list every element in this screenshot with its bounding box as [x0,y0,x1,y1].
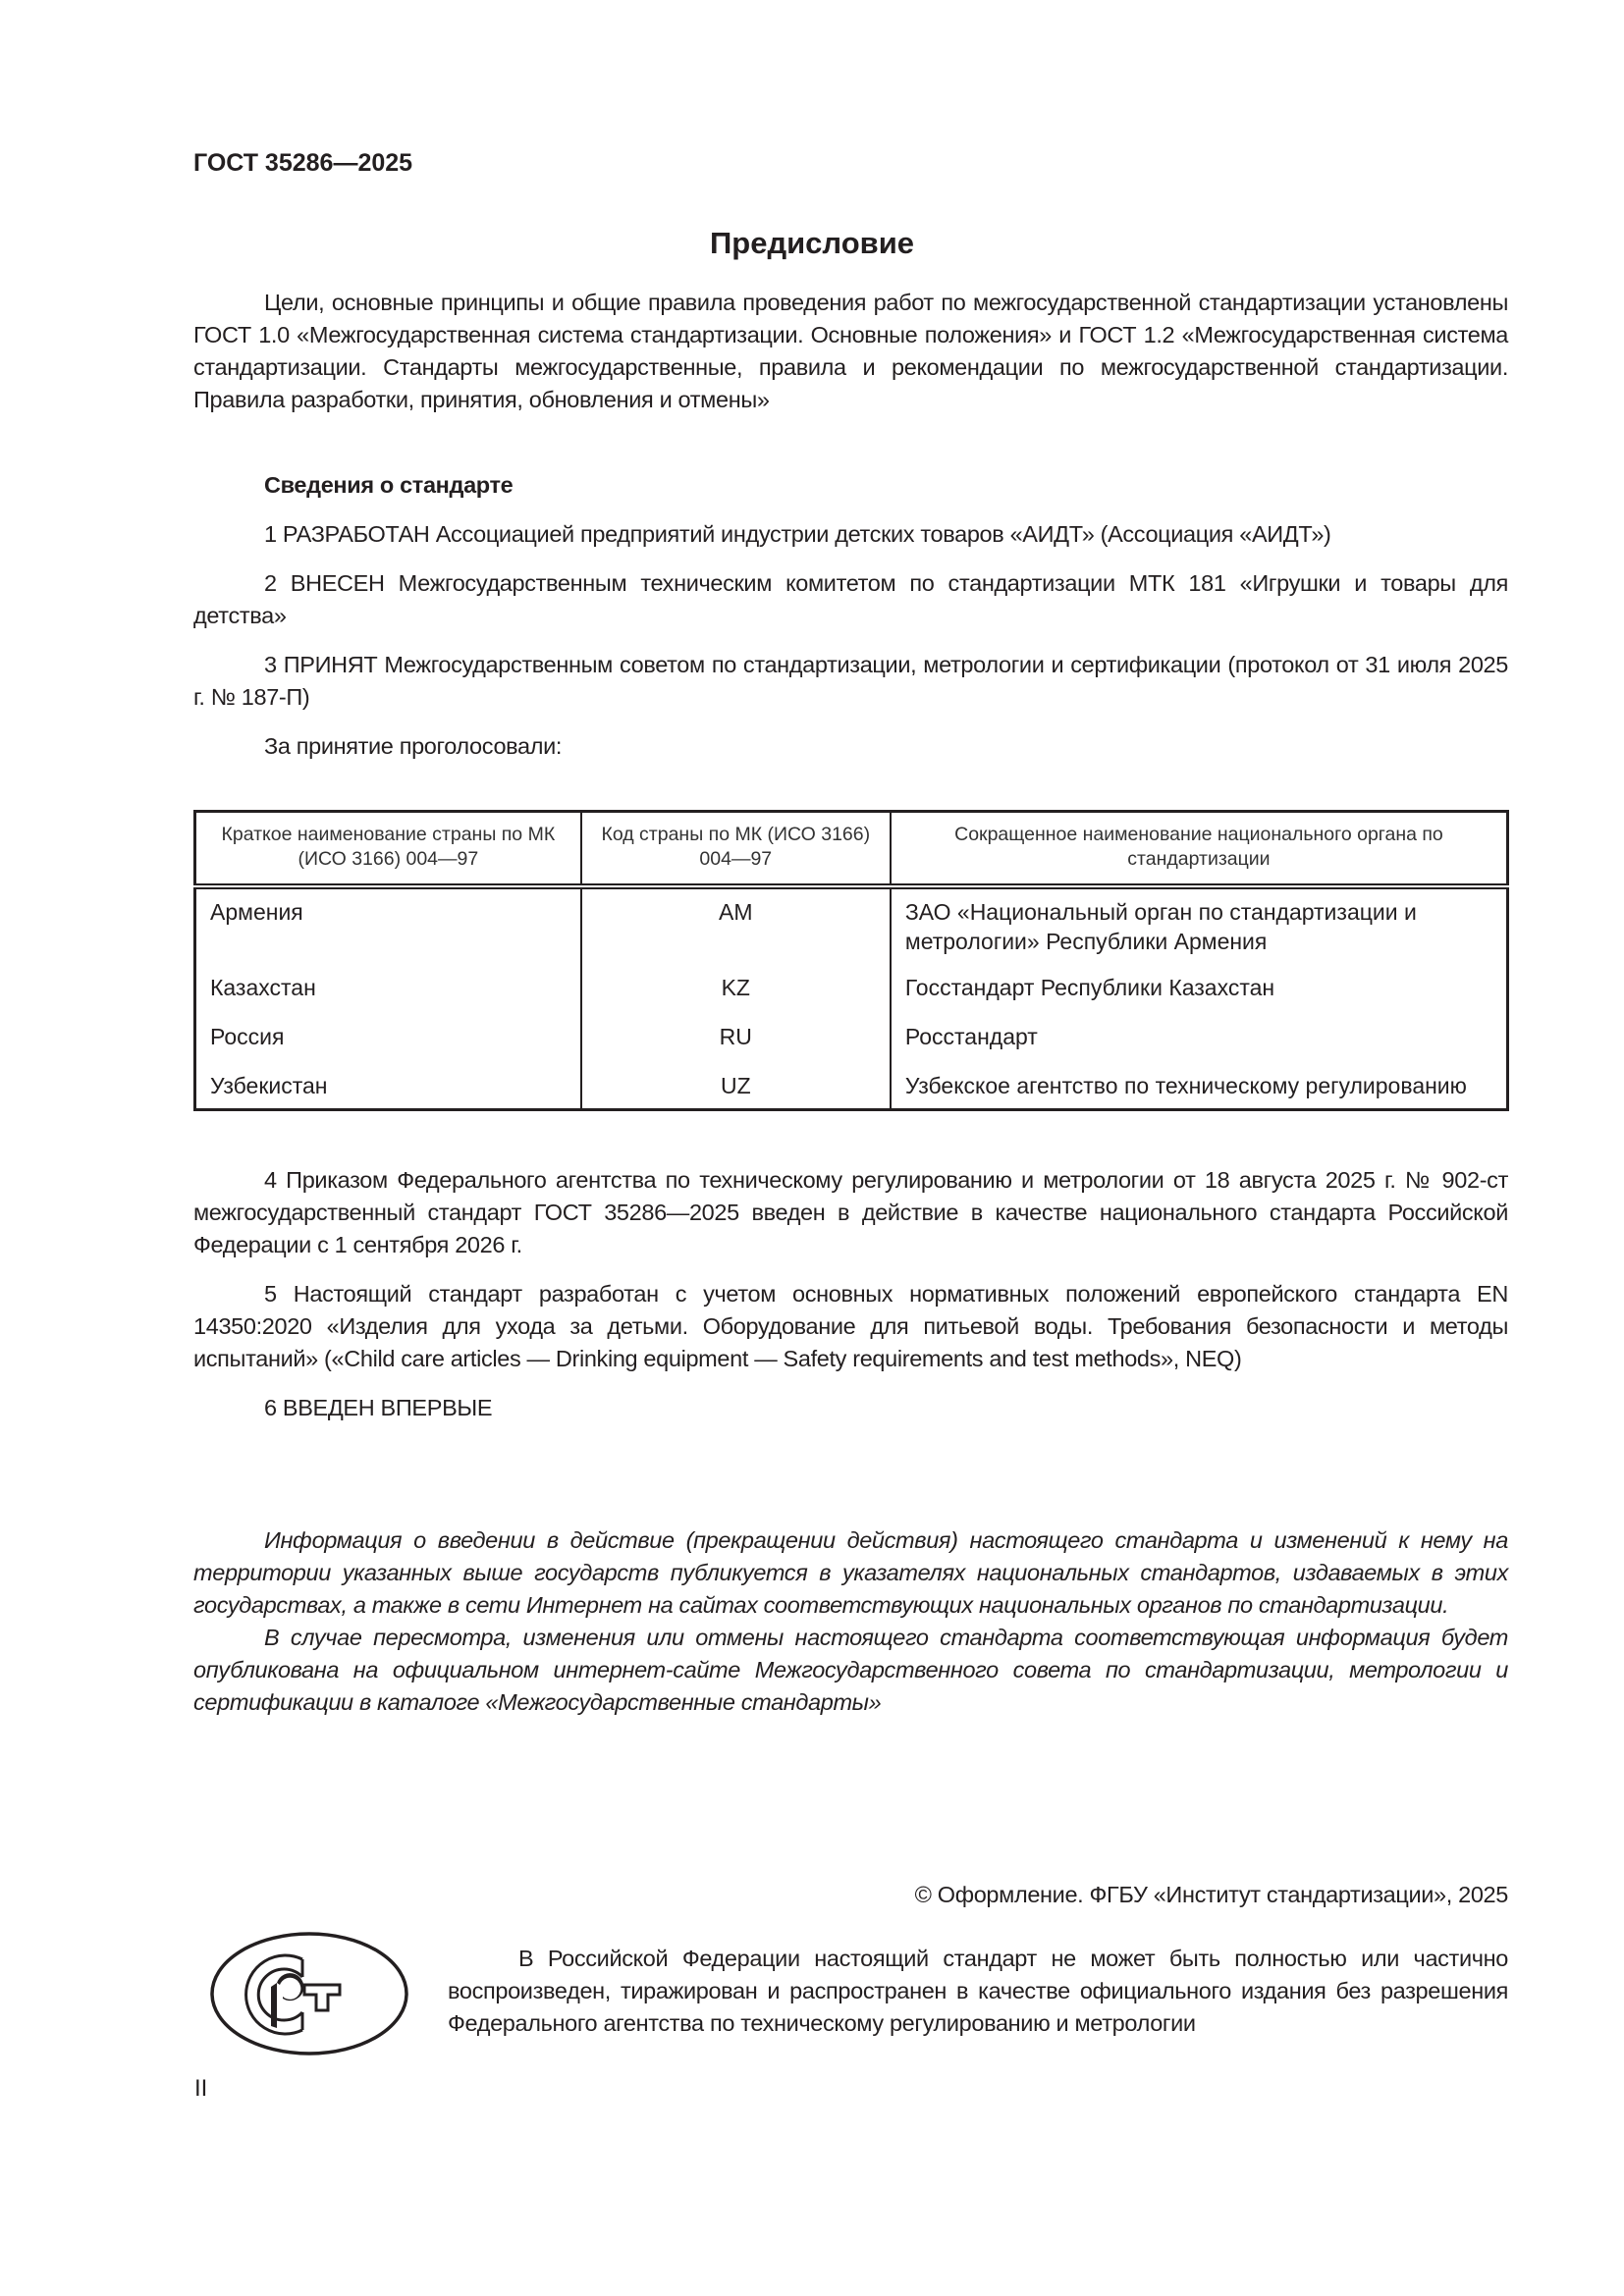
voting-countries-table [193,810,1509,1111]
country-cell: Армения [210,899,303,925]
body-cell: Госстандарт Республики Казахстан [891,973,1508,1022]
table-row [195,886,1508,973]
table-header-row [195,812,1508,887]
code-cell: AM [581,886,891,973]
column-header-body: Сокращенное наименование национального органа по стандартизации [891,812,1508,887]
standard-info-section [193,469,1508,763]
info-note-2: В случае пересмотра, изменения или отмены настоящего стандарта соответствующая информация будет опубликована на официальном интернет-сайте Межгосударственного совета по стандартизации, метрологии и сертификации в каталоге «Межгосударственные стандарты» [193,1625,1508,1715]
country-cell: Россия [210,1024,285,1049]
page-number: II [194,2075,208,2102]
info-item-5: 5 Настоящий стандарт разработан с учетом основных нормативных положений европейского стандарта EN 14350:2020 «Изделия для ухода за детьми. Оборудование для питьевой воды. Требования безопасности и методы испытаний» («Child care articles — Drinking equipment — Safety requirements and test methods», NEQ) [193,1281,1508,1371]
info-item-4: 4 Приказом Федерального агентства по техническому регулированию и метрологии от 18 августа 2025 г. № 902-ст межгосударственный стандарт ГОСТ 35286—2025 введен в действие в качестве национального стандарта Российской Федерации с 1 сентября 2026 г. [193,1167,1508,1257]
table-row [195,1071,1508,1110]
country-cell: Узбекистан [210,1073,328,1098]
column-header-code: Код страны по МК (ИСО 3166) 004—97 [581,812,891,887]
body-cell: Узбекское агентство по техническому регулированию [891,1071,1508,1110]
implementation-section [193,1164,1508,1424]
info-item-1: 1 РАЗРАБОТАН Ассоциацией предприятий индустрии детских товаров «АИДТ» (Ассоциация «АИДТ») [264,521,1331,547]
code-cell: KZ [581,973,891,1022]
intro-paragraph: Цели, основные принципы и общие правила проведения работ по межгосударственной стандартизации установлены ГОСТ 1.0 «Межгосударственная система стандартизации. Основные положения» и ГОСТ 1.2 «Межгосударственная система стандартизации. Стандарты межгосударственные, правила и рекомендации по межгосударственной стандартизации. Правила разработки, принятия, обновления и отмены» [193,290,1508,412]
info-item-2: 2 ВНЕСЕН Межгосударственным техническим комитетом по стандартизации МТК 181 «Игрушки и товары для детства» [193,570,1508,628]
code-cell: RU [581,1022,891,1071]
table-row [195,1022,1508,1071]
rst-certification-logo-icon [208,1930,410,2057]
info-note-1: Информация о введении в действие (прекращении действия) настоящего стандарта и изменений к нему на территории указанных выше государств публикуется в указателях национальных стандартов, издаваемых в этих государствах, а также в сети Интернет на сайтах соответствующих национальных органов по стандартизации. [193,1527,1508,1618]
table-row [195,973,1508,1022]
country-cell: Казахстан [210,975,316,1000]
copyright-notice: © Оформление. ФГБУ «Институт стандартизации», 2025 [914,1882,1508,1907]
column-header-country: Краткое наименование страны по МК (ИСО 3166) 004—97 [195,812,581,887]
code-cell: UZ [581,1071,891,1110]
document-id: ГОСТ 35286—2025 [193,149,413,177]
publication-notes-section [193,1524,1508,1719]
vote-label: За принятие проголосовали: [264,733,563,759]
section-heading: Сведения о стандарте [264,472,514,498]
info-item-6: 6 ВВЕДЕН ВПЕРВЫЕ [264,1395,493,1420]
reproduction-notice: В Российской Федерации настоящий стандарт не может быть полностью или частично воспроизведен, тиражирован и распространен в качестве официального издания без разрешения Федерального агентства по техническому регулированию и метрологии [448,1946,1508,2036]
foreword-intro-section [193,287,1508,416]
page-title: Предисловие [709,226,914,260]
body-cell: ЗАО «Национальный орган по стандартизации и метрологии» Республики Армения [891,886,1508,973]
info-item-3: 3 ПРИНЯТ Межгосударственным советом по стандартизации, метрологии и сертификации (протокол от 31 июля 2025 г. № 187-П) [193,652,1508,710]
body-cell: Росстандарт [891,1022,1508,1071]
